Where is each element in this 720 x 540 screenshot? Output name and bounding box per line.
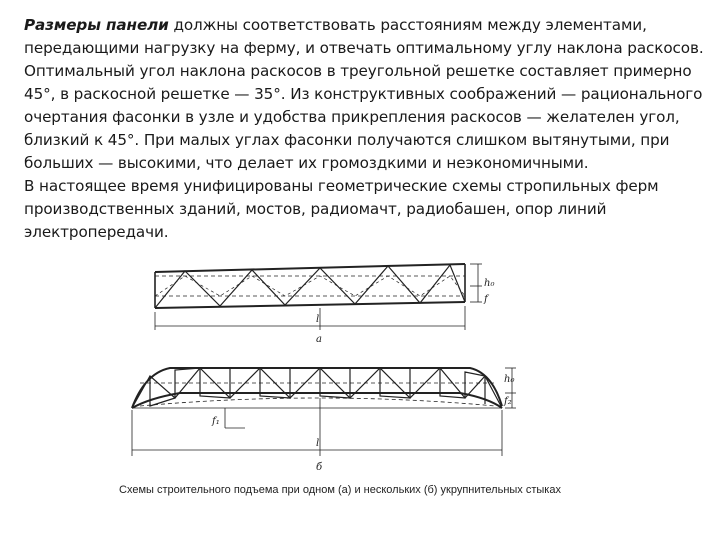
label-letter-b: б [316,462,323,473]
label-l-b: l [316,438,320,449]
label-l-a: l [316,314,320,325]
label-h0-b: h₀ [504,374,515,385]
figure-caption: Схемы строительного подъема при одном (а) и нескольких (б) укрупнительных стыках [119,484,561,496]
label-f2-b: f₂ [504,396,512,407]
label-letter-a: а [316,334,322,345]
paragraph-1 [24,14,704,175]
paragraph-2: В настоящее время унифицированы геометрические схемы стропильных ферм производственных зданий, мостов, радиомачт, радиобашен, опор линий электропередачи. [24,177,659,241]
truss-camber-figure [120,258,520,484]
paragraph-1-text: должны соответствовать расстояниям между элементами, передающими нагрузку на ферму, и отвечать оптимальному углу наклона раскосов. Оптимальный угол наклона раскосов в треугольной решетке составляет примерно 45°, в раскосной решетке — 35°. Из конструктивных соображений — рационального очертания фасонки в узле и удобства прикрепления раскосов — желателен угол, близкий к 45°. При малых углах фасонки получаются слишком вытянутыми, при больших — высокими, что делает их громоздкими и неэкономичными. [24,16,704,172]
text-block [24,14,704,244]
label-f-a: f [484,294,488,305]
label-h0-a: h₀ [484,278,495,289]
truss-b [132,368,516,456]
label-f1-b: f₁ [212,416,220,427]
paragraph-1-lead: Размеры панели [24,16,169,34]
